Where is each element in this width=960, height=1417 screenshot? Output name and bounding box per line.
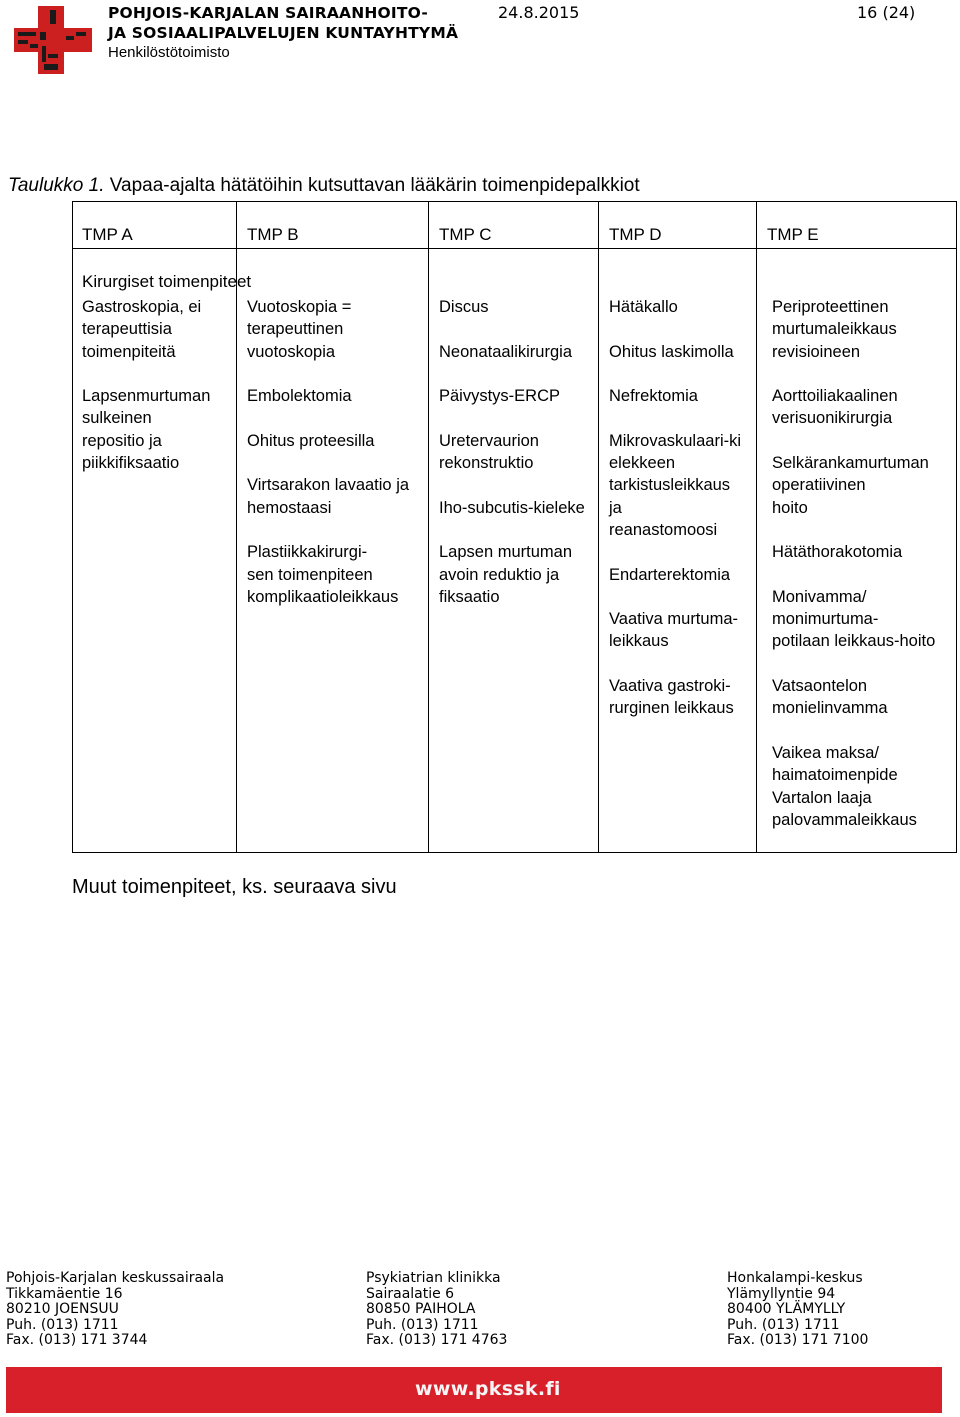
header-tmp-c: TMP C bbox=[439, 225, 492, 244]
table-cell: Gastroskopia, ei terapeuttisia toimenpiteitä bbox=[82, 298, 202, 361]
caption-text: Vapaa-ajalta hätätöihin kutsuttavan lääkärin toimenpidepalkkiot bbox=[104, 175, 640, 196]
cell-spacer bbox=[439, 407, 585, 429]
footer-line: Puh. (013) 1711 bbox=[727, 1316, 840, 1333]
cell-spacer bbox=[439, 519, 585, 541]
table-cell: Discus bbox=[439, 298, 489, 316]
table-cell: Selkärankamurtuman operatiivinen hoito bbox=[772, 454, 929, 517]
header-tmp-a: TMP A bbox=[82, 225, 133, 244]
cell-spacer bbox=[772, 564, 935, 586]
website-url[interactable]: www.pkssk.fi bbox=[415, 1378, 561, 1400]
table-cell: Mikrovaskulaari-ki elekkeen tarkistusleikkaus ja reanastomoosi bbox=[609, 431, 742, 539]
footer-line: 80400 YLÄMYLLY bbox=[727, 1301, 846, 1318]
cell-spacer bbox=[772, 519, 935, 541]
document-date: 24.8.2015 bbox=[498, 3, 580, 22]
cell-spacer bbox=[439, 474, 585, 496]
table-cell: Vaativa gastroki- rurginen leikkaus bbox=[609, 677, 734, 718]
cell-spacer bbox=[82, 363, 210, 385]
org-line-1: POHJOIS-KARJALAN SAIRAANHOITO- bbox=[108, 4, 428, 22]
table-cell: Periproteettinen murtumaleikkaus revisioineen bbox=[772, 298, 897, 361]
cell-spacer bbox=[439, 363, 585, 385]
table-cell: Vaativa murtuma- leikkaus bbox=[609, 610, 738, 651]
cell-spacer bbox=[772, 653, 935, 675]
footer-address-3 bbox=[727, 1271, 868, 1349]
cell-spacer bbox=[772, 363, 935, 385]
header-tmp-b: TMP B bbox=[247, 225, 299, 244]
footer-line: Pohjois-Karjalan keskussairaala bbox=[6, 1270, 225, 1286]
cell-spacer bbox=[772, 720, 935, 742]
caption-label: Taulukko 1. bbox=[8, 175, 105, 196]
table-cell: Monivamma/ monimurtuma- potilaan leikkaus-hoito bbox=[772, 587, 936, 651]
table-cell: Nefrektomia bbox=[609, 387, 698, 406]
table-cell: Embolektomia bbox=[247, 387, 352, 406]
cell-spacer bbox=[609, 407, 741, 429]
table-cell: Vuotoskopia = terapeuttinen vuotoskopia bbox=[247, 298, 352, 361]
footer-line: Tikkamäentie 16 bbox=[6, 1285, 123, 1302]
cell-spacer bbox=[609, 653, 741, 675]
column-tmp-c bbox=[439, 296, 585, 608]
table-cell: Lapsen murtuman avoin reduktio ja fiksaatio bbox=[439, 543, 572, 606]
table-cell: Iho-subcutis-kieleke bbox=[439, 498, 585, 517]
footer-line: Psykiatrian klinikka bbox=[366, 1270, 501, 1286]
footer-line: Sairaalatie 6 bbox=[366, 1285, 455, 1302]
footer-line: 80850 PAIHOLA bbox=[366, 1301, 476, 1318]
table-cell: Plastiikkakirurgi- sen toimenpiteen komplikaatioleikkaus bbox=[247, 543, 399, 606]
footer-line: Fax. (013) 171 4763 bbox=[366, 1332, 508, 1349]
cell-spacer bbox=[609, 586, 741, 608]
column-tmp-b bbox=[247, 296, 409, 608]
column-tmp-a bbox=[82, 296, 210, 474]
cell-spacer bbox=[247, 363, 409, 385]
fee-table bbox=[72, 201, 957, 853]
cell-spacer bbox=[609, 318, 741, 340]
page-number: 16 (24) bbox=[857, 3, 916, 22]
header-tmp-e: TMP E bbox=[767, 225, 819, 244]
cell-spacer bbox=[247, 452, 409, 474]
organization-name bbox=[108, 3, 458, 63]
organization-logo bbox=[14, 6, 92, 74]
footer-line: Honkalampi-keskus bbox=[727, 1270, 863, 1286]
table-cell: Hätäkallo bbox=[609, 298, 678, 316]
table-cell: Lapsenmurtuman sulkeinen repositio ja piikkifiksaatio bbox=[82, 387, 211, 473]
table-cell: Päivystys-ERCP bbox=[439, 387, 561, 406]
cell-spacer bbox=[439, 318, 585, 340]
table-cell: Neonataalikirurgia bbox=[439, 342, 572, 361]
table-cell: Vaikea maksa/ haimatoimenpide Vartalon laaja palovammaleikkaus bbox=[772, 743, 917, 829]
column-tmp-d bbox=[609, 296, 741, 720]
org-line-2: JA SOSIAALIPALVELUJEN KUNTAYHTYMÄ bbox=[108, 24, 459, 42]
footer-address-2 bbox=[366, 1271, 507, 1349]
header-tmp-d: TMP D bbox=[609, 225, 662, 244]
table-cell: Hätäthorakotomia bbox=[772, 543, 903, 562]
footer-line: Puh. (013) 1711 bbox=[6, 1316, 119, 1333]
footer-line: Fax. (013) 171 7100 bbox=[727, 1332, 869, 1349]
footer-line: Fax. (013) 171 3744 bbox=[6, 1332, 148, 1349]
cell-spacer bbox=[247, 519, 409, 541]
footer-line: Ylämyllyntie 94 bbox=[727, 1285, 836, 1302]
cell-spacer bbox=[609, 541, 741, 563]
footer-address-1 bbox=[6, 1271, 224, 1349]
table-cell: Endarterektomia bbox=[609, 565, 731, 584]
table-cell: Uretervaurion rekonstruktio bbox=[439, 431, 539, 473]
table-caption bbox=[8, 175, 640, 197]
org-department: Henkilöstötoimisto bbox=[108, 44, 230, 61]
footer-line: Puh. (013) 1711 bbox=[366, 1316, 479, 1333]
cell-spacer bbox=[772, 430, 935, 452]
website-banner bbox=[6, 1367, 942, 1413]
table-cell: Ohitus proteesilla bbox=[247, 431, 375, 450]
section-title: Kirurgiset toimenpiteet bbox=[82, 272, 252, 291]
table-cell: Aorttoiliakaalinen verisuonikirurgia bbox=[772, 387, 898, 428]
table-cell: Ohitus laskimolla bbox=[609, 342, 734, 361]
table-cell: Virtsarakon lavaatio ja hemostaasi bbox=[247, 476, 410, 517]
continuation-note: Muut toimenpiteet, ks. seuraava sivu bbox=[72, 876, 397, 898]
footer-line: 80210 JOENSUU bbox=[6, 1301, 119, 1318]
cell-spacer bbox=[247, 407, 409, 429]
cell-spacer bbox=[609, 363, 741, 385]
table-cell: Vatsaontelon monielinvamma bbox=[772, 677, 888, 718]
column-tmp-e bbox=[772, 296, 935, 831]
